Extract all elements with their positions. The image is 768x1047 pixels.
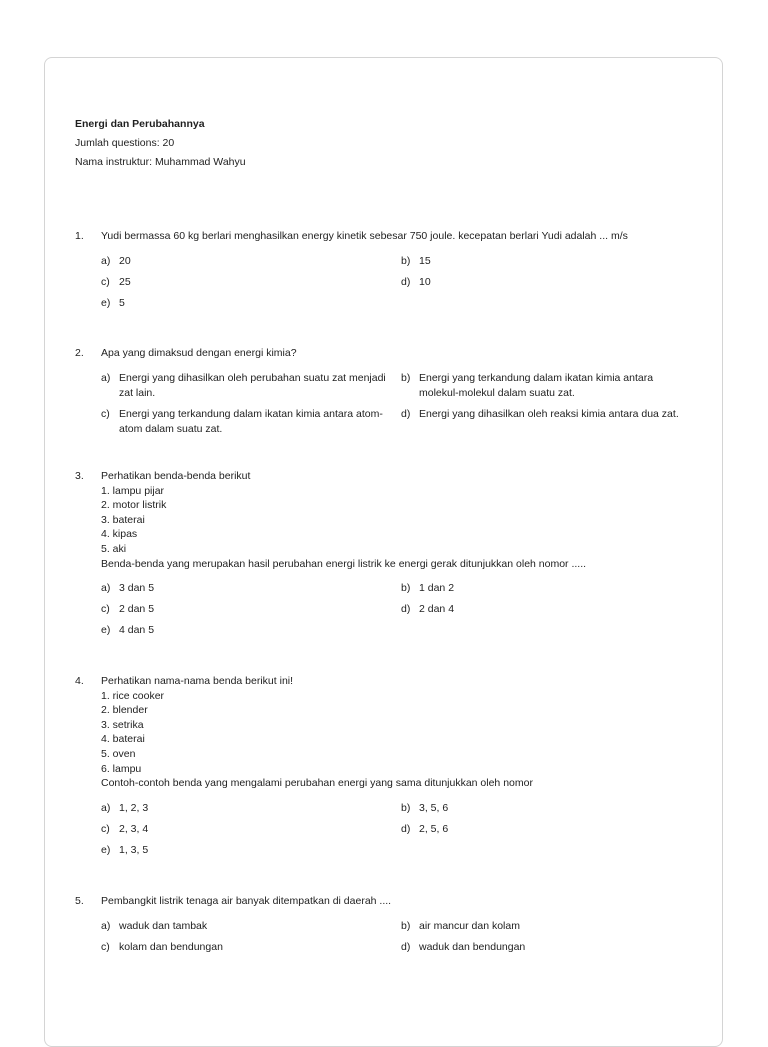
option-text: 1, 3, 5 [119, 843, 149, 856]
instructor-name: Nama instruktur: Muhammad Wahyu [75, 156, 246, 168]
option-letter: c) [101, 940, 110, 953]
question-line: 4. kipas [101, 528, 138, 541]
option-letter: e) [101, 624, 111, 637]
question-line: Perhatikan nama-nama benda berikut ini! [101, 675, 294, 687]
question-text [101, 674, 695, 791]
question-line: Benda-benda yang merupakan hasil perubahan energi listrik ke energi gerak ditunjukkan oleh nomor ..... [101, 557, 587, 570]
option-letter: c) [101, 275, 110, 288]
question-text [101, 894, 695, 909]
option-a [101, 581, 401, 596]
option-text: Energi yang terkandung dalam ikatan kimia antara atom-atom dalam suatu zat. [119, 407, 383, 435]
question-line: Yudi bermassa 60 kg berlari menghasilkan energy kinetik sebesar 750 joule. kecepatan berlari Yudi adalah ... m/s [101, 230, 628, 242]
option-letter: a) [101, 582, 111, 595]
option-d [401, 940, 691, 955]
option-text: 4 dan 5 [119, 624, 155, 637]
option-a [101, 371, 401, 401]
option-text: 25 [119, 275, 131, 288]
option-letter: c) [101, 822, 110, 835]
option-letter: b) [401, 801, 411, 814]
question-line: 3. setrika [101, 718, 144, 731]
question-line: Pembangkit listrik tenaga air banyak ditempatkan di daerah .... [101, 895, 392, 907]
question-3 [75, 469, 695, 638]
question-line: 6. lampu [101, 762, 142, 775]
option-text: 5 [119, 296, 125, 309]
worksheet-header [75, 115, 246, 172]
option-letter: a) [101, 919, 111, 932]
option-d [401, 275, 691, 290]
option-text: air mancur dan kolam [419, 919, 520, 932]
option-a [101, 919, 401, 934]
option-text: 1 dan 2 [419, 582, 455, 595]
option-d [401, 602, 691, 617]
option-text: 3 dan 5 [119, 582, 155, 595]
option-b [401, 581, 691, 596]
option-text: Energi yang dihasilkan oleh reaksi kimia antara dua zat. [419, 407, 679, 420]
worksheet-title: Energi dan Perubahannya [75, 118, 205, 130]
option-letter: d) [401, 822, 411, 835]
option-a [101, 254, 401, 269]
question-line: 5. aki [101, 542, 127, 555]
question-5 [75, 894, 695, 955]
option-letter: b) [401, 254, 411, 267]
option-letter: d) [401, 275, 411, 288]
option-text: waduk dan tambak [119, 919, 208, 932]
option-letter: d) [401, 407, 411, 420]
option-text: waduk dan bendungan [419, 940, 526, 953]
question-text [101, 229, 695, 244]
question-4 [75, 674, 695, 858]
option-b [401, 371, 691, 401]
option-letter: b) [401, 371, 411, 384]
option-b [401, 801, 691, 816]
option-c [101, 940, 401, 955]
question-line: Apa yang dimaksud dengan energi kimia? [101, 347, 297, 359]
answer-options [101, 801, 695, 858]
option-b [401, 919, 691, 934]
option-text: 2, 3, 4 [119, 822, 149, 835]
option-text: 2, 5, 6 [419, 822, 449, 835]
option-text: 15 [419, 254, 431, 267]
option-text: 20 [119, 254, 131, 267]
option-d [401, 407, 691, 437]
option-letter: c) [101, 603, 110, 616]
question-text [101, 469, 695, 571]
answer-options [101, 581, 695, 638]
answer-options [101, 254, 695, 311]
option-letter: b) [401, 582, 411, 595]
question-2 [75, 346, 695, 437]
option-letter: c) [101, 407, 110, 420]
option-c [101, 822, 401, 837]
question-number: 5. [75, 895, 84, 907]
option-a [101, 801, 401, 816]
option-e [101, 843, 401, 858]
option-text: 2 dan 5 [119, 603, 155, 616]
option-c [101, 602, 401, 617]
option-letter: d) [401, 940, 411, 953]
question-line: Contoh-contoh benda yang mengalami perubahan energi yang sama ditunjukkan oleh nomor [101, 777, 533, 790]
option-d [401, 822, 691, 837]
option-text: kolam dan bendungan [119, 940, 223, 953]
option-c [101, 407, 401, 437]
question-number: 4. [75, 675, 84, 687]
question-line: 1. rice cooker [101, 689, 165, 702]
option-text: 10 [419, 275, 431, 288]
option-text: Energi yang terkandung dalam ikatan kimia antara molekul-molekul dalam suatu zat. [419, 371, 654, 399]
question-line: 4. baterai [101, 733, 145, 746]
question-line: Perhatikan benda-benda berikut [101, 470, 251, 482]
question-1 [75, 229, 695, 311]
option-letter: b) [401, 919, 411, 932]
option-c [101, 275, 401, 290]
option-b [401, 254, 691, 269]
question-line: 2. motor listrik [101, 499, 167, 512]
option-letter: e) [101, 843, 111, 856]
option-letter: d) [401, 603, 411, 616]
question-line: 3. baterai [101, 513, 145, 526]
option-e [101, 296, 401, 311]
question-number: 1. [75, 230, 84, 242]
option-text: 2 dan 4 [419, 603, 455, 616]
question-number: 3. [75, 470, 84, 482]
option-letter: a) [101, 801, 111, 814]
question-line: 5. oven [101, 747, 136, 760]
answer-options [101, 919, 695, 955]
option-text: Energi yang dihasilkan oleh perubahan suatu zat menjadi zat lain. [119, 371, 386, 399]
question-line: 1. lampu pijar [101, 484, 165, 497]
option-letter: a) [101, 371, 111, 384]
question-text [101, 346, 695, 361]
answer-options [101, 371, 695, 437]
question-line: 2. blender [101, 704, 148, 717]
option-text: 1, 2, 3 [119, 801, 149, 814]
question-number: 2. [75, 347, 84, 359]
option-letter: e) [101, 296, 111, 309]
option-e [101, 623, 401, 638]
question-count: Jumlah questions: 20 [75, 137, 175, 149]
option-letter: a) [101, 254, 111, 267]
option-text: 3, 5, 6 [419, 801, 449, 814]
